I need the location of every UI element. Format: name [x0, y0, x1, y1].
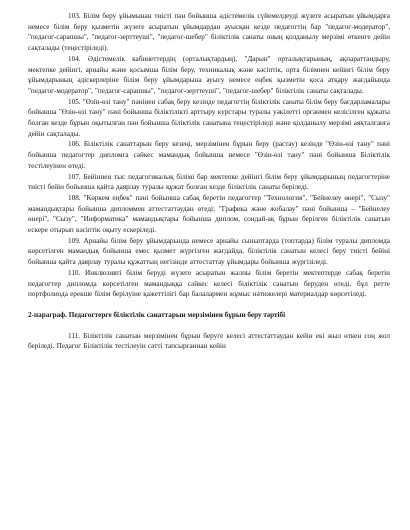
paragraph-106: 106. Біліктілік санаттарын беру кезеңі, мерзімінен бұрын беру (растау) кезінде "Өзін-өзі тану" пәні бойынша педагогтер дипломға сәйкес мамандық бойынша немесе "Өзін-өзі тану" пәні бойынша Біліктілік тестілеуінен өтеді.: [28, 140, 390, 170]
paragraph-111: 111. Біліктілік санатын мерзімінен бұрын беруге келесі аттестаттаудан кейін екі жыл өткен соң жол беріледі. Педагог Біліктілік тестілеуін сәтті тапсырғаннан кейін: [28, 331, 390, 351]
paragraph-107: 107. Бейіннен тыс педагогикалық білімі бар мектепке дейінгі білім беру ұйымдарының педагогтеріне тиісті бейін бойынша қайта даярлау туралы құжат болған кезде біліктілік санаты беріледі.: [28, 172, 390, 192]
section-title: 2-параграф. Педагогтерге біліктілік санаттарын мерзімінен бұрын беру тәртібі: [28, 310, 286, 319]
paragraph-109: 109. Арнайы білім беру ұйымдарында немесе арнайы сыныптарда (топтарда) білім туралы дипломда көрсетілген мамандық бойынша емес қызмет жүргізген жағдайда, біліктілік санатын келесі беру тиісті бейіні бойынша қайта даярлау туралы құжаттың негізінде аттестаттау ұйымдары бойынша жүргізіледі.: [28, 236, 390, 267]
paragraph-103: 103. Білім беру ұйымынан тиісті пән бойынша әдістемелік сүйемелдеуді жүзеге асыратын ұйымдарға немесе білім беру қызметін жүзеге асыратын ұйымдардан ауысқан кезде педагогтің бар "педагог-модератор", "педагог-сарапшы", "педагог-зерттеуші", "педагог-шебер" біліктілік санаты оның қолданылу мерзімі өткенге дейін сақталады (теңестіріледі).: [28, 12, 390, 53]
paragraph-108: 108. "Көркем еңбек" пәні бойынша сабақ беретін педагогтер "Технология", "Бейнелеу өнері", "Сызу" мамандықтары бойынша дипломмен аттестаттаудан өтеді; "Графика және жобалау" пәні бойынша – "Бейнелеу өнері", "Сызу", "Информатика" мамандықтары бойынша диплом, сондай-ақ бұрын берілген біліктілік санатын ескере отырып кәсіптік оқыту ескеріледі.: [28, 193, 390, 235]
paragraph-104: 104. Әдістемелік кабинеттердің (орталықтардың), "Дарын" орталықтарының, ақпараттандыру, мектепке дейінгі, арнайы және қосымша білім беру, техникалық және кәсіптік, орта білімнен кейінгі білім беру ұйымдарының әдіскерлеріне білім беру ұйымдарына ауысу немесе еңбек қызметін қоса атқару жағдайында "педагог-модератор", "педагог-сарапшы", "педагог-зерттеуші", "педагог-шебер" біліктілік санаты сақталады.: [28, 54, 390, 95]
paragraph-110: 110. Инклюзивті білім беруді жүзеге асыратын жалпы білім беретін мектептерде сабақ беретін педагогтер дипломда көрсетілген мамандыққа сәйкес келесі біліктілік санатын беруден өтеді, бұл ретте портфолиода ерекше білім берілуіне қажеттілігі бар балалармен жұмыс нәтижелері материалдар көрсетіледі.: [28, 268, 390, 299]
paragraph-105: 105. "Өзін-өзі тану" пәнінен сабақ беру кезінде педагогтің біліктілік санаты білім беру бағдарламалары бойынша "Өзін-өзі тану" пәні бойынша біліктілікті арттыру курстары туралы уәкілетті органмен келісілген құжаты болған кезде бұрын оқытылған пән бойынша біліктілік санатына теңестіріледі және қолданылу мерзімі аяқталғанға дейін сақталады.: [28, 97, 390, 138]
